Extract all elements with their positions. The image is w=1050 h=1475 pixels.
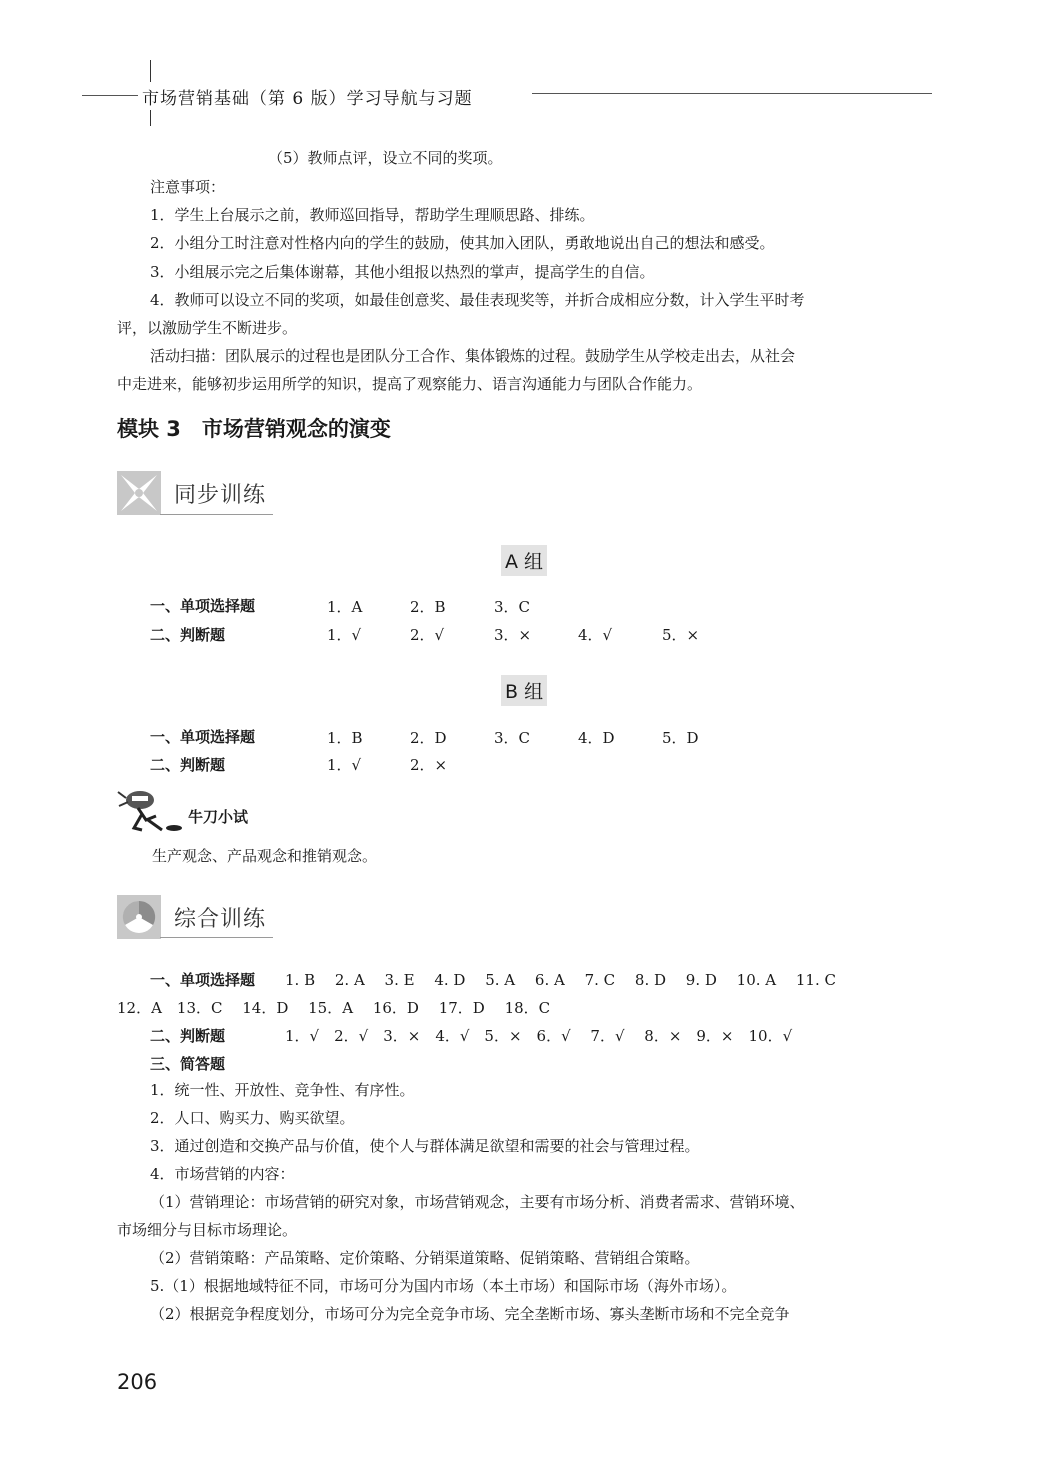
note-1: 1．学生上台展示之前，教师巡回指导，帮助学生理顺思路、排练。: [150, 206, 595, 224]
header-rule-right: [532, 93, 932, 94]
comprehensive-section-underline: [160, 937, 273, 938]
note-4-line-1: 4．教师可以设立不同的奖项，如最佳创意奖、最佳表现奖等，并折合成相应分数，计入学生平时考: [150, 291, 805, 309]
group-b-q1-answer: 5．D: [662, 729, 699, 747]
sync-section-underline: [160, 514, 273, 515]
intro-line-1: （5）教师点评，设立不同的奖项。: [268, 149, 503, 167]
comp-answer-3: 3．通过创造和交换产品与价值，使个人与群体满足欲望和需要的社会与管理过程。: [150, 1137, 700, 1155]
sync-section-icon: [117, 471, 161, 515]
comp-answer-5-1: 5.（1）根据地域特征不同，市场可分为国内市场（本土市场）和国际市场（海外市场）。: [150, 1277, 737, 1295]
group-a-q2-label: 二、判断题: [150, 626, 226, 644]
header-top-tick: [150, 60, 151, 82]
comp-answer-1: 1．统一性、开放性、竞争性、有序性。: [150, 1081, 415, 1099]
group-b-q2-answer: 2．×: [410, 756, 448, 774]
header-title: 市场营销基础（第 6 版）学习导航与习题: [138, 84, 477, 109]
page-number: 206: [117, 1370, 158, 1394]
group-a-q2-answer: 4．√: [578, 626, 613, 644]
scan-line-2: 中走进来，能够初步运用所学的知识，提高了观察能力、语言沟通能力与团队合作能力。: [117, 375, 703, 393]
note-2: 2．小组分工时注意对性格内向的学生的鼓励，使其加入团队，勇敢地说出自己的想法和感受。: [150, 234, 775, 252]
trial-title: 牛刀小试: [188, 808, 249, 826]
group-a-q1-label: 一、单项选择题: [150, 597, 256, 615]
group-b-q2-answer: 1．√: [327, 756, 362, 774]
comprehensive-section-icon: [117, 895, 161, 939]
comp-q1-answers-line-2: 12．A 13．C 14．D 15．A 16．D 17．D 18．C: [117, 999, 551, 1017]
comp-answer-2: 2．人口、购买力、购买欲望。: [150, 1109, 355, 1127]
group-a-q2-answer: 2．√: [410, 626, 445, 644]
module-title: 模块 3 市场营销观念的演变: [117, 417, 391, 441]
group-b-q1-answer: 3．C: [494, 729, 531, 747]
comp-q2-answers: 1．√ 2．√ 3．× 4．√ 5．× 6．√ 7．√ 8．× 9．× 10．√: [285, 1027, 793, 1045]
group-a-q2-answer: 5．×: [662, 626, 700, 644]
group-a-q1-answer: 2．B: [410, 598, 446, 616]
group-a-label: A 组: [501, 545, 547, 576]
comp-answer-4: 4．市场营销的内容：: [150, 1165, 295, 1183]
group-a-q2-answer: 1．√: [327, 626, 362, 644]
note-3: 3．小组展示完之后集体谢幕，其他小组报以热烈的掌声，提高学生的自信。: [150, 263, 655, 281]
ninja-mascot-icon: [116, 786, 186, 836]
comp-answer-5-2: （2）根据竞争程度划分，市场可分为完全竞争市场、完全垄断市场、寡头垄断市场和不完全竞争: [150, 1305, 790, 1323]
comp-q1-label: 一、单项选择题: [150, 971, 256, 989]
group-b-q2-label: 二、判断题: [150, 756, 226, 774]
header-rule-left: [82, 95, 142, 96]
comprehensive-section-title: 综合训练: [174, 907, 267, 932]
comp-answer-4-1-line-1: （1）营销理论：市场营销的研究对象，市场营销观念，主要有市场分析、消费者需求、营销环境、: [150, 1193, 805, 1211]
comp-q1-answers-line-1: 1. B 2. A 3. E 4. D 5. A 6. A 7. C 8. D 9. D 10. A 11. C: [285, 971, 836, 989]
comp-answer-4-1-line-2: 市场细分与目标市场理论。: [117, 1221, 298, 1239]
group-b-q1-answer: 2．D: [410, 729, 447, 747]
comp-answer-4-2: （2）营销策略：产品策略、定价策略、分销渠道策略、促销策略、营销组合策略。: [150, 1249, 700, 1267]
comp-q3-label: 三、简答题: [150, 1055, 226, 1073]
group-b-q1-label: 一、单项选择题: [150, 728, 256, 746]
sync-section-title: 同步训练: [174, 483, 267, 508]
group-b-label: B 组: [501, 675, 547, 706]
comp-q2-label: 二、判断题: [150, 1027, 226, 1045]
scan-line-1: 活动扫描：团队展示的过程也是团队分工合作、集体锻炼的过程。鼓励学生从学校走出去，从社会: [150, 347, 796, 365]
group-a-q2-answer: 3．×: [494, 626, 532, 644]
note-4-line-2: 评，以激励学生不断进步。: [117, 319, 298, 337]
group-b-q1-answer: 4．D: [578, 729, 615, 747]
notes-title: 注意事项：: [150, 178, 226, 196]
group-a-q1-answer: 1．A: [327, 598, 363, 616]
header-bottom-tick: [150, 110, 151, 126]
group-a-q1-answer: 3．C: [494, 598, 531, 616]
group-b-q1-answer: 1．B: [327, 729, 363, 747]
trial-answer: 生产观念、产品观念和推销观念。: [152, 847, 378, 865]
